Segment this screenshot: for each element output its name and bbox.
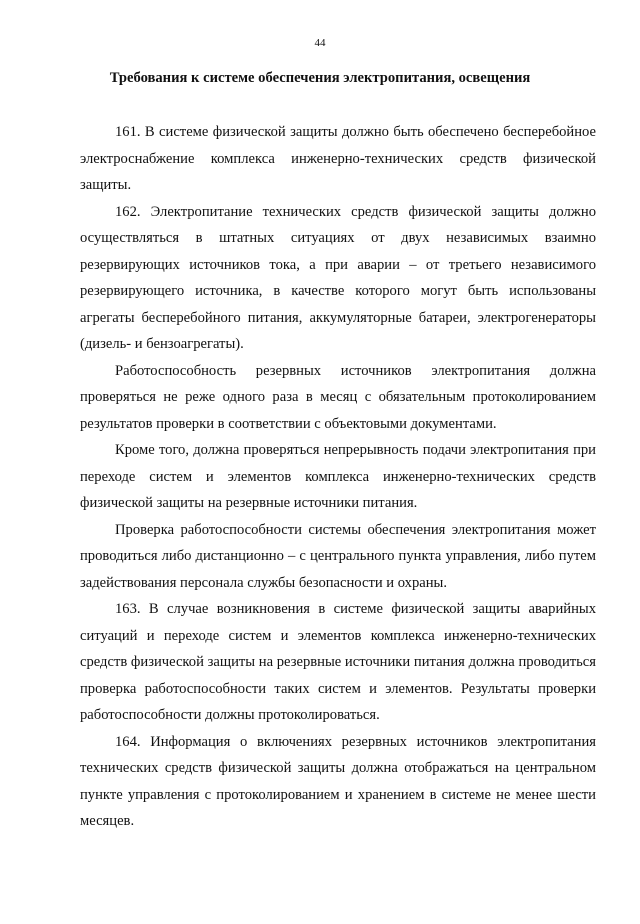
paragraph-164: 164. Информация о включениях резервных источников электропитания технических средств физической защиты должна отображаться на центральном пункте управления с протоколированием и хранением в системе не менее шести месяцев.	[80, 733, 596, 829]
body-text	[80, 119, 596, 835]
paragraph-remote-check: Проверка работоспособности системы обеспечения электропитания может проводиться либо дистанционно – с центрального пункта управления, либо путем задействования персонала службы безопасности и охраны.	[80, 521, 596, 591]
paragraph-161: 161. В системе физической защиты должно быть обеспечено бесперебойное электроснабжение комплекса инженерно-технических средств физической защиты.	[80, 124, 596, 193]
paragraph-continuity-check: Кроме того, должна проверяться непрерывность подачи электропитания при переходе систем и элементов комплекса инженерно-технических средств физической защиты на резервные источники питания.	[80, 442, 596, 511]
section-heading: Требования к системе обеспечения электропитания, освещения	[109, 70, 531, 86]
page-number: 44	[314, 37, 326, 49]
paragraph-162: 162. Электропитание технических средств физической защиты должно осуществляться в штатных ситуациях от двух независимых взаимно резервирующих источников тока, а при аварии – от третьего независимого резервирующего источника, в качестве которого могут быть использованы агрегаты бесперебойного питания, аккумуляторные батареи, электрогенераторы (дизель- и бензоагрегаты).	[80, 203, 596, 352]
paragraph-163: 163. В случае возникновения в системе физической защиты аварийных ситуаций и переходе систем и элементов комплекса инженерно-технических средств физической защиты на резервные источники питания должна проводиться проверка работоспособности таких систем и элементов. Результаты проверки работоспособности должны протоколироваться.	[80, 601, 596, 723]
paragraph-backup-power-check: Работоспособность резервных источников электропитания должна проверяться не реже одного раза в месяц с обязательным протоколированием результатов проверки в соответствии с объектовыми документами.	[80, 362, 596, 432]
